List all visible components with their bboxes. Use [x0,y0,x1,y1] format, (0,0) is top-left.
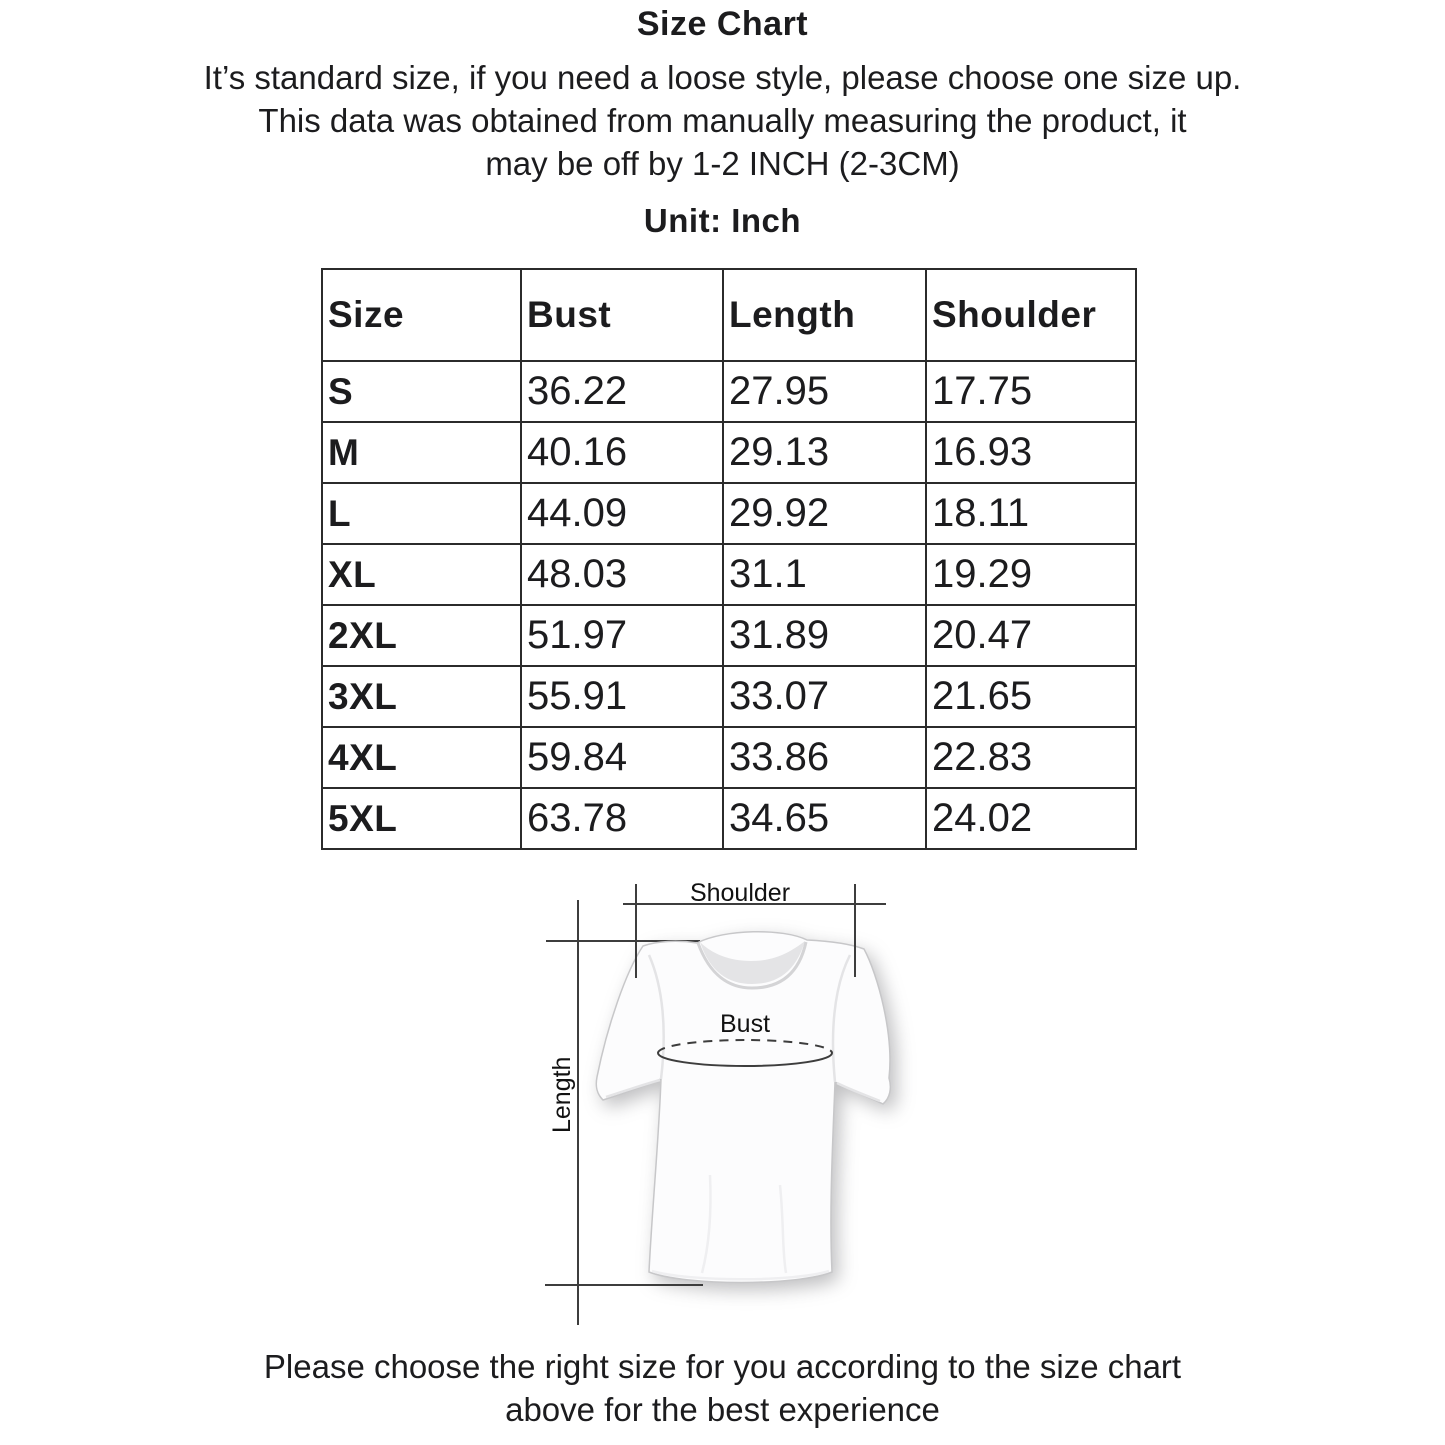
bust-cell: 40.16 [521,422,723,483]
shoulder-cell: 21.65 [926,666,1136,727]
description-line: This data was obtained from manually measuring the product, it [258,102,1187,139]
unit-label: Unit: Inch [643,202,802,239]
size-description [0,56,1445,185]
col-header-length: Length [723,269,926,361]
size-cell: M [322,422,521,483]
bust-cell: 55.91 [521,666,723,727]
col-header-size: Size [322,269,521,361]
size-table [321,268,1137,850]
shoulder-cell: 20.47 [926,605,1136,666]
length-cell: 33.86 [723,727,926,788]
table-row [322,605,1136,666]
description-line: may be off by 1-2 INCH (2-3CM) [485,145,960,182]
col-header-bust: Bust [521,269,723,361]
size-cell: L [322,483,521,544]
length-cell: 27.95 [723,361,926,422]
footer-note [0,1345,1445,1431]
table-row [322,666,1136,727]
bust-cell: 63.78 [521,788,723,849]
table-row [322,361,1136,422]
col-header-shoulder: Shoulder [926,269,1136,361]
length-cell: 34.65 [723,788,926,849]
bust-cell: 36.22 [521,361,723,422]
shoulder-cell: 24.02 [926,788,1136,849]
footer-line: above for the best experience [505,1391,940,1428]
length-cell: 33.07 [723,666,926,727]
shoulder-cell: 18.11 [926,483,1136,544]
size-cell: 2XL [322,605,521,666]
length-cell: 29.13 [723,422,926,483]
length-cell: 31.89 [723,605,926,666]
tshirt-diagram-svg [540,875,1000,1330]
bust-cell: 59.84 [521,727,723,788]
length-cell: 31.1 [723,544,926,605]
size-cell: 4XL [322,727,521,788]
tshirt-measurement-diagram [540,875,1000,1330]
size-cell: 3XL [322,666,521,727]
footer-line: Please choose the right size for you according to the size chart [263,1348,1182,1385]
description-line: It’s standard size, if you need a loose style, please choose one size up. [203,59,1242,96]
length-label: Length [548,1056,576,1133]
table-row [322,483,1136,544]
bust-label: Bust [719,1010,771,1038]
size-cell: XL [322,544,521,605]
table-row [322,544,1136,605]
size-cell: 5XL [322,788,521,849]
table-row [322,422,1136,483]
table-row [322,788,1136,849]
table-row [322,727,1136,788]
shoulder-cell: 22.83 [926,727,1136,788]
length-cell: 29.92 [723,483,926,544]
shoulder-cell: 19.29 [926,544,1136,605]
tshirt-graphic [596,932,890,1283]
size-cell: S [322,361,521,422]
shoulder-cell: 17.75 [926,361,1136,422]
bust-cell: 51.97 [521,605,723,666]
page-title: Size Chart [636,5,809,43]
bust-cell: 48.03 [521,544,723,605]
shoulder-cell: 16.93 [926,422,1136,483]
bust-cell: 44.09 [521,483,723,544]
table-header-row [322,269,1136,361]
shoulder-label: Shoulder [689,879,791,907]
